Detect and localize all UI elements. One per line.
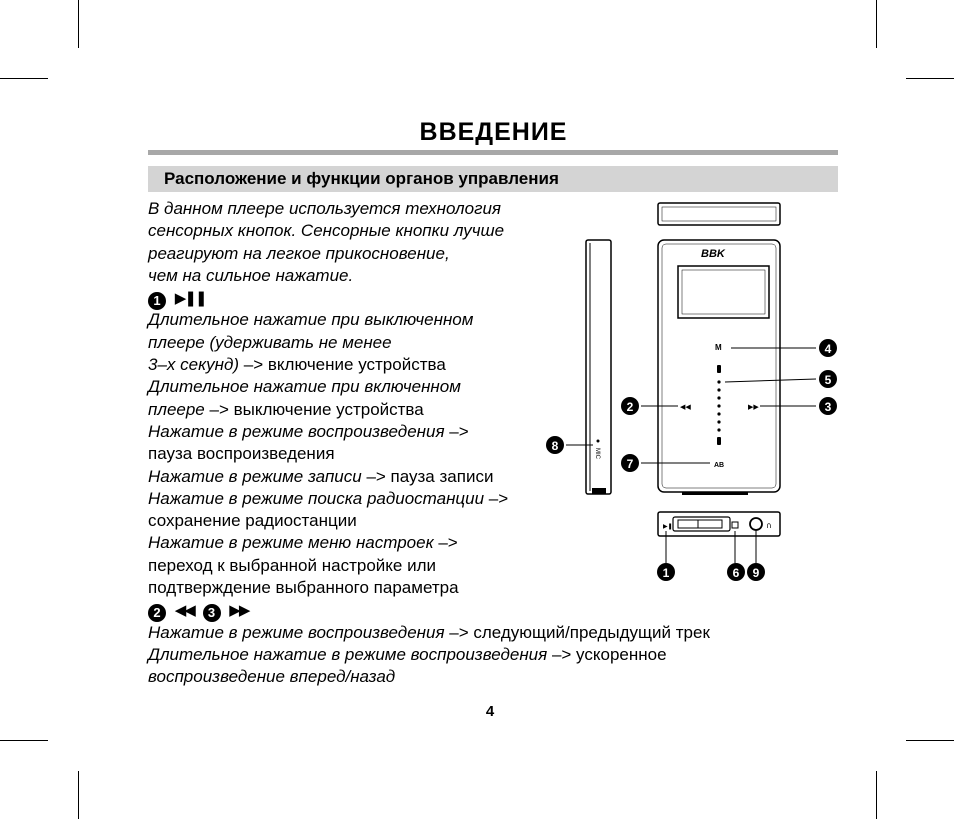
intro-line: сенсорных кнопок. Сенсорные кнопки лучше <box>148 221 505 241</box>
page-title: ВВЕДЕНИЕ <box>419 118 568 146</box>
bbk-logo: BBK <box>701 248 725 260</box>
callout-2 <box>621 397 639 415</box>
page-number: 4 <box>485 703 495 720</box>
callout-9 <box>747 563 765 581</box>
mic-hole <box>597 440 600 443</box>
headphone-icon: ∩ <box>766 521 772 530</box>
crop-mark <box>876 771 877 819</box>
ab-repeat-icon: AB <box>714 462 725 469</box>
callout-7 <box>621 454 639 472</box>
crop-mark <box>78 0 79 48</box>
svg-text:6: 6 <box>732 566 740 580</box>
section-title: Расположение и функции органов управления <box>164 169 559 188</box>
previous-track-icon: ◀◀ <box>680 403 691 411</box>
italic-text: Нажатие в режиме записи <box>148 466 362 486</box>
callout-3 <box>819 397 837 415</box>
plain-text: подтверждение выбранного параметра <box>148 578 459 598</box>
crop-mark <box>906 78 954 79</box>
menu-icon: M <box>715 343 722 352</box>
intro-line: чем на сильное нажатие. <box>148 265 354 285</box>
callout-1 <box>657 563 675 581</box>
plain-text: пауза воспроизведения <box>148 444 335 464</box>
play-pause-icon: ▶❚❚ <box>174 290 206 308</box>
svg-text:1: 1 <box>662 566 670 580</box>
italic-text: Длительное нажатие при выключенном <box>148 310 474 330</box>
italic-text: Нажатие в режиме воспроизведения <box>148 622 445 642</box>
callout-number: 2 <box>148 604 166 622</box>
lcd-screen <box>678 266 769 318</box>
crop-mark <box>906 740 954 741</box>
italic-text: 3–х секунд) <box>148 355 240 375</box>
hold-switch-slider <box>678 520 722 528</box>
svg-text:8: 8 <box>551 439 559 453</box>
plain-text: –> <box>433 533 458 553</box>
italic-text: Нажатие в режиме воспроизведения <box>148 421 445 441</box>
plain-text: сохранение радиостанции <box>148 511 357 531</box>
plain-text: –> пауза записи <box>361 466 494 486</box>
plain-text: –> включение устройства <box>239 355 446 375</box>
italic-text: Нажатие в режиме меню настроек <box>148 533 434 553</box>
italic-text: плеере <box>148 399 205 419</box>
headphone-jack <box>750 518 762 530</box>
svg-text:2: 2 <box>626 400 634 414</box>
next-track-icon: ▶▶ <box>748 403 759 411</box>
callout-6 <box>727 563 745 581</box>
previous-track-icon: ◀◀ <box>174 602 194 620</box>
description-line <box>148 644 828 666</box>
plain-text: –> выключение устройства <box>204 399 424 419</box>
button23-heading <box>148 599 828 621</box>
callout-5 <box>819 370 837 388</box>
crop-mark <box>0 740 48 741</box>
mic-label: MIC <box>594 448 600 459</box>
intro-line: реагируют на легкое прикосновение, <box>148 243 450 263</box>
svg-text:4: 4 <box>824 342 832 356</box>
callout-8 <box>546 436 564 454</box>
plain-text: переход к выбранной настройке или <box>148 555 436 575</box>
svg-text:9: 9 <box>752 566 760 580</box>
intro-line: В данном плеере используется технология <box>148 199 501 218</box>
svg-text:5: 5 <box>824 373 832 387</box>
italic-text: Нажатие в режиме поиска радиостанции <box>148 488 485 508</box>
description-line <box>148 622 828 644</box>
callout-number: 3 <box>203 604 221 622</box>
crop-mark <box>876 0 877 48</box>
crop-mark <box>0 78 48 79</box>
crop-mark <box>78 771 79 819</box>
italic-text: Длительное нажатие при включенном <box>148 377 461 397</box>
power-hold-icon: ▶❚ <box>663 523 673 530</box>
callout-4 <box>819 339 837 357</box>
front-bottom-edge <box>682 492 748 495</box>
description-line <box>148 666 828 688</box>
plain-text: –> следующий/предыдущий трек <box>444 622 710 642</box>
next-track-icon: ▶▶ <box>229 602 249 620</box>
side-view-foot <box>592 488 606 494</box>
plain-text: –> <box>444 421 469 441</box>
player-top-view <box>658 203 780 225</box>
title-underline <box>148 150 838 155</box>
italic-text: Длительное нажатие в режиме воспроизведения <box>148 644 548 664</box>
italic-text: воспроизведение вперед/назад <box>148 667 396 687</box>
plain-text: –> <box>484 488 509 508</box>
section-header <box>148 166 838 192</box>
player-diagram <box>530 195 850 590</box>
svg-text:7: 7 <box>626 457 634 471</box>
callout-number: 1 <box>148 292 166 310</box>
italic-text: плеере (удерживать не менее <box>148 332 392 352</box>
plain-text: –> ускоренное <box>547 644 667 664</box>
svg-text:3: 3 <box>824 400 832 414</box>
